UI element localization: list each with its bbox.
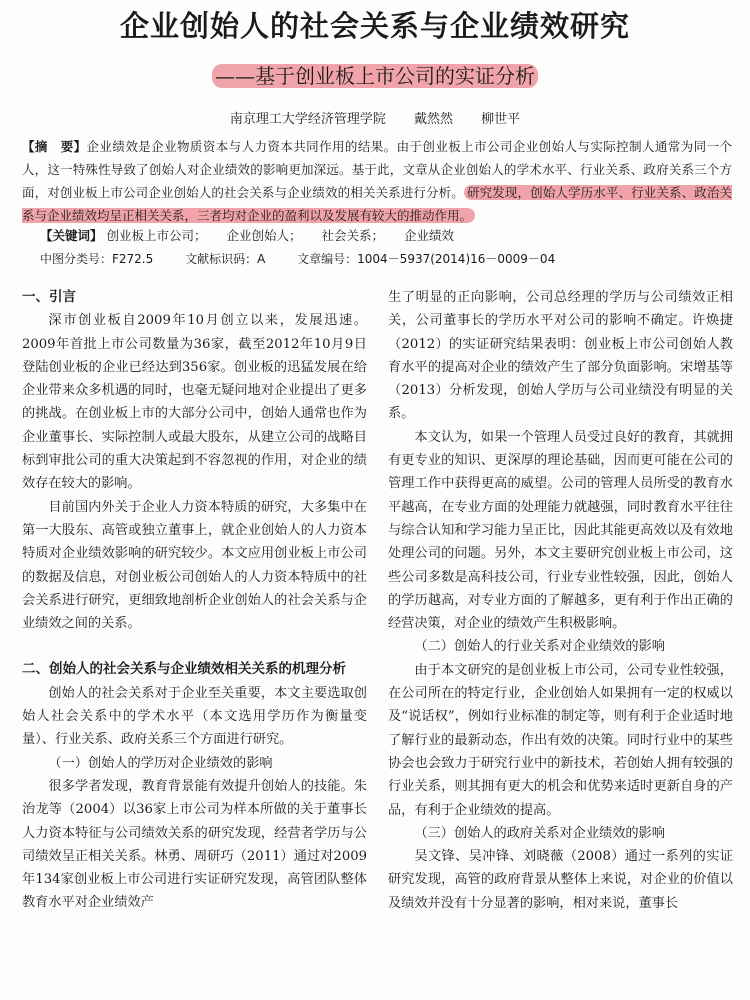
author-line xyxy=(0,108,750,127)
article-number: 文章编号：1004－5937(2014)16－0009－04 xyxy=(297,252,556,266)
classification-meta xyxy=(40,250,740,267)
paper-subtitle xyxy=(0,60,750,89)
author-name: 柳世平 xyxy=(481,112,521,127)
affiliation: 南京理工大学经济管理学院 xyxy=(229,112,386,127)
keyword: 企业创始人； xyxy=(226,228,302,243)
clc-number: 中图分类号：F272.5 xyxy=(40,252,154,266)
paper-title: 企业创始人的社会关系与企业绩效研究 xyxy=(119,9,630,43)
paragraph: 由于本文研究的是创业板上市公司，公司专业性较强，在公司所在的特定行业，企业创始人如果拥有一定的权威以及“说话权”，例如行业标准的制定等，则有利于企业适时地了解行业的最新动态，作出有效的决策。同时行业中的某些协会也会致力于研究行业中的新技术，若创始人拥有较强的行业关系，则其拥有更大的机会和优势来适时更新自身的产品，有利于企业绩效的提高。 xyxy=(388,662,733,818)
subtitle-highlight: ——基于创业板上市公司的实证分析 xyxy=(212,64,538,88)
author-name: 戴然然 xyxy=(413,112,453,127)
abstract-label: 【摘 要】 xyxy=(22,139,87,154)
keywords-label: 【关键词】 xyxy=(40,228,103,243)
abstract-highlight: 研究发现，创始人学历水平、行业关系、政治关系与企业绩效均呈正相关关系，三者均对企业的盈利以及发展有较大的推动作用。 xyxy=(22,185,732,223)
paragraph: 很多学者发现，教育背景能有效提升创始人的技能。朱治龙等（2004）以36家上市公司为样本所做的关于董事长人力资本特征与公司绩效关系的研究发现，经营者学历与公司绩效呈正相关关系。林勇、周研巧（2011）通过对2009年134家创业板上市公司进行实证研究发现，高管团队整体教育水平对企业绩效产 xyxy=(22,778,367,911)
keyword: 创业板上市公司； xyxy=(106,228,207,243)
doc-code: 文献标识码：A xyxy=(185,252,266,266)
keyword: 企业绩效 xyxy=(404,228,455,243)
subsection-heading: （三）创始人的政府关系对企业绩效的影响 xyxy=(414,825,665,841)
abstract xyxy=(22,135,732,227)
subsection-heading: （二）创始人的行业关系对企业绩效的影响 xyxy=(414,639,665,655)
paragraph: 吴文锋、吴冲锋、刘晓薇（2008）通过一系列的实证研究发现，高管的政府背景从整体上来说，对企业的价值以及绩效并没有十分显著的影响，相对来说，董事长 xyxy=(388,849,733,911)
section-heading: 二、创始人的社会关系与企业绩效相关关系的机理分析 xyxy=(22,661,346,678)
abstract-text: 企业绩效是企业物质资本与人力资本共同作用的结果。由于创业板上市公司企业创始人与实际控制人通常为同一个人，这一特殊性导致了创始人对企业绩效的影响更加深远。基于此，文章从企业创始人的学术水平、行业关系、政府关系三个方面，对创业板上市公司企业创始人的社会关系与企业绩效的相关关系进行分析。 xyxy=(22,139,732,200)
right-column xyxy=(388,286,733,915)
paragraph: 创始人的社会关系对于企业至关重要，本文主要选取创始人社会关系中的学术水平（本文选用学历作为衡量变量）、行业关系、政府关系三个方面进行研究。 xyxy=(22,685,367,748)
keyword: 社会关系； xyxy=(321,228,385,243)
subsection-heading: （一）创始人的学历对企业绩效的影响 xyxy=(48,755,273,771)
left-column xyxy=(22,286,367,915)
paragraph: 深市创业板自2009年10月创立以来，发展迅速。2009年首批上市公司数量为36家，截至2012年10月9日登陆创业板的企业已经达到356家。创业板的迅猛发展在给企业带来众多机遇的同时，也毫无疑问地对企业提出了更多的挑战。在创业板上市的大部分公司中，创始人通常也作为企业董事长、实际控制人或最大股东，从建立公司的战略目标到审批公司的重大决策起到不容忽视的作用，对企业的绩效存在较大的影响。 xyxy=(22,313,367,492)
keywords xyxy=(40,226,740,246)
paragraph: 目前国内外关于企业人力资本特质的研究，大多集中在第一大股东、高管或独立董事上，就企业创始人的人力资本特质对企业绩效影响的研究较少。本文应用创业板上市公司的数据及信息，对创业板公司创始人的人力资本特质中的社会关系进行研究，更细致地剖析企业创始人的社会关系与企业绩效之间的关系。 xyxy=(22,499,367,632)
paragraph: 生了明显的正向影响，公司总经理的学历与公司绩效正相关，公司董事长的学历水平对公司的影响不确定。许焕捷（2012）的实证研究结果表明：创业板上市公司创始人教育水平的提高对企业的绩效产生了部分负面影响。宋增基等（2013）分析发现，创始人学历与公司业绩没有明显的关系。 xyxy=(388,290,733,422)
paragraph: 本文认为，如果一个管理人员受过良好的教育，其就拥有更专业的知识、更深厚的理论基础，因而更可能在公司的管理工作中获得更高的威望。公司的管理人员所受的教育水平越高，在专业方面的处理能力就越强，同时教育水平往往与综合认知和学习能力呈正比，因此其能更高效以及有效地处理公司的问题。另外，本文主要研究创业板上市公司，这些公司多数是高科技公司，行业专业性较强，因此，创始人的学历越高，对专业方面的了解越多，更有利于作出正确的经营决策，对企业的绩效产生积极影响。 xyxy=(388,429,733,632)
section-heading: 一、引言 xyxy=(22,289,76,305)
